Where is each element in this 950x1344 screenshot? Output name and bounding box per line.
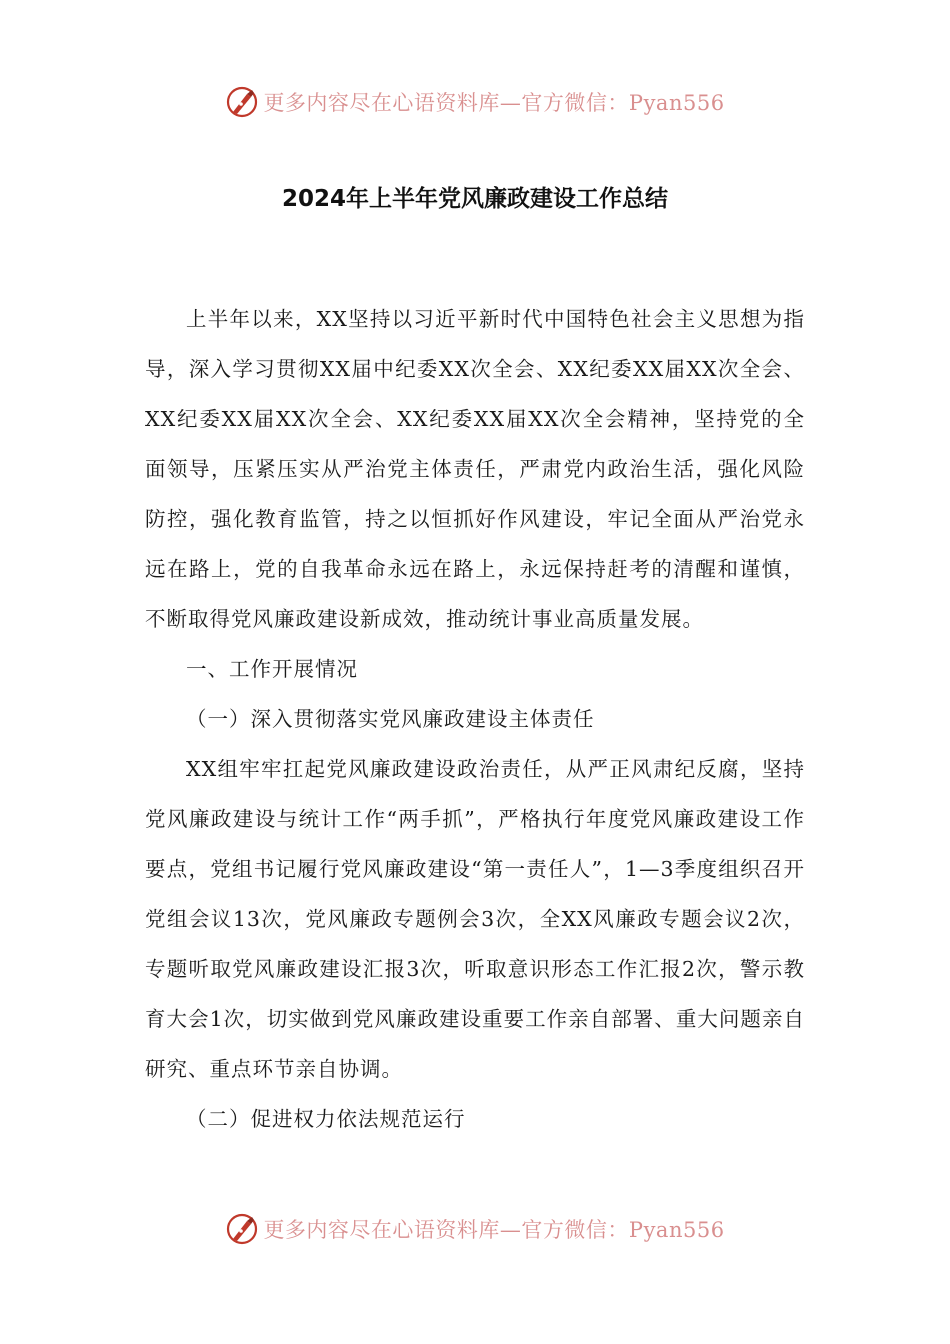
body-paragraph: XX组牢牢扛起党风廉政建设政治责任，从严正风肃纪反腐，坚持党风廉政建设与统计工作“两手抓”，严格执行年度党风廉政建设工作要点，党组书记履行党风廉政建设“第一责任人”，1—3季度组织召开党组会议13次，党风廉政专题例会3次，全XX风廉政专题会议2次，专题听取党风廉政建设汇报3次，听取意识形态工作汇报2次，警示教育大会1次，切实做到党风廉政建设重要工作亲自部署、重大问题亲自研究、重点环节亲自协调。: [145, 757, 805, 1081]
watermark-text: 更多内容尽在心语资料库—官方微信：Pyan556: [263, 1218, 725, 1242]
document-title: 2024年上半年党风廉政建设工作总结: [281, 186, 668, 212]
intro-paragraph: 上半年以来，XX坚持以习近平新时代中国特色社会主义思想为指导，深入学习贯彻XX届中纪委XX次全会、XX纪委XX届XX次全会、XX纪委XX届XX次全会、XX纪委XX届XX次全会精神，坚持党的全面领导，压紧压实从严治党主体责任，严肃党内政治生活，强化风险防控，强化教育监管，持之以恒抓好作风建设，牢记全面从严治党永远在路上，党的自我革命永远在路上，永远保持赶考的清醒和谨慎，不断取得党风廉政建设新成效，推动统计事业高质量发展。: [145, 307, 805, 631]
footer-watermark-banner: [0, 1209, 950, 1249]
header-watermark-banner: [0, 82, 950, 122]
pen-nib-circle-icon: [225, 1212, 259, 1246]
subsection-heading-1: （一）深入贯彻落实党风廉政建设主体责任: [186, 707, 595, 731]
pen-nib-circle-icon: [225, 85, 259, 119]
document-body: [145, 294, 805, 1144]
watermark-text: 更多内容尽在心语资料库—官方微信：Pyan556: [263, 91, 725, 115]
subsection-heading-2: （二）促进权力依法规范运行: [186, 1107, 466, 1131]
section-heading-1: 一、工作开展情况: [186, 657, 358, 681]
